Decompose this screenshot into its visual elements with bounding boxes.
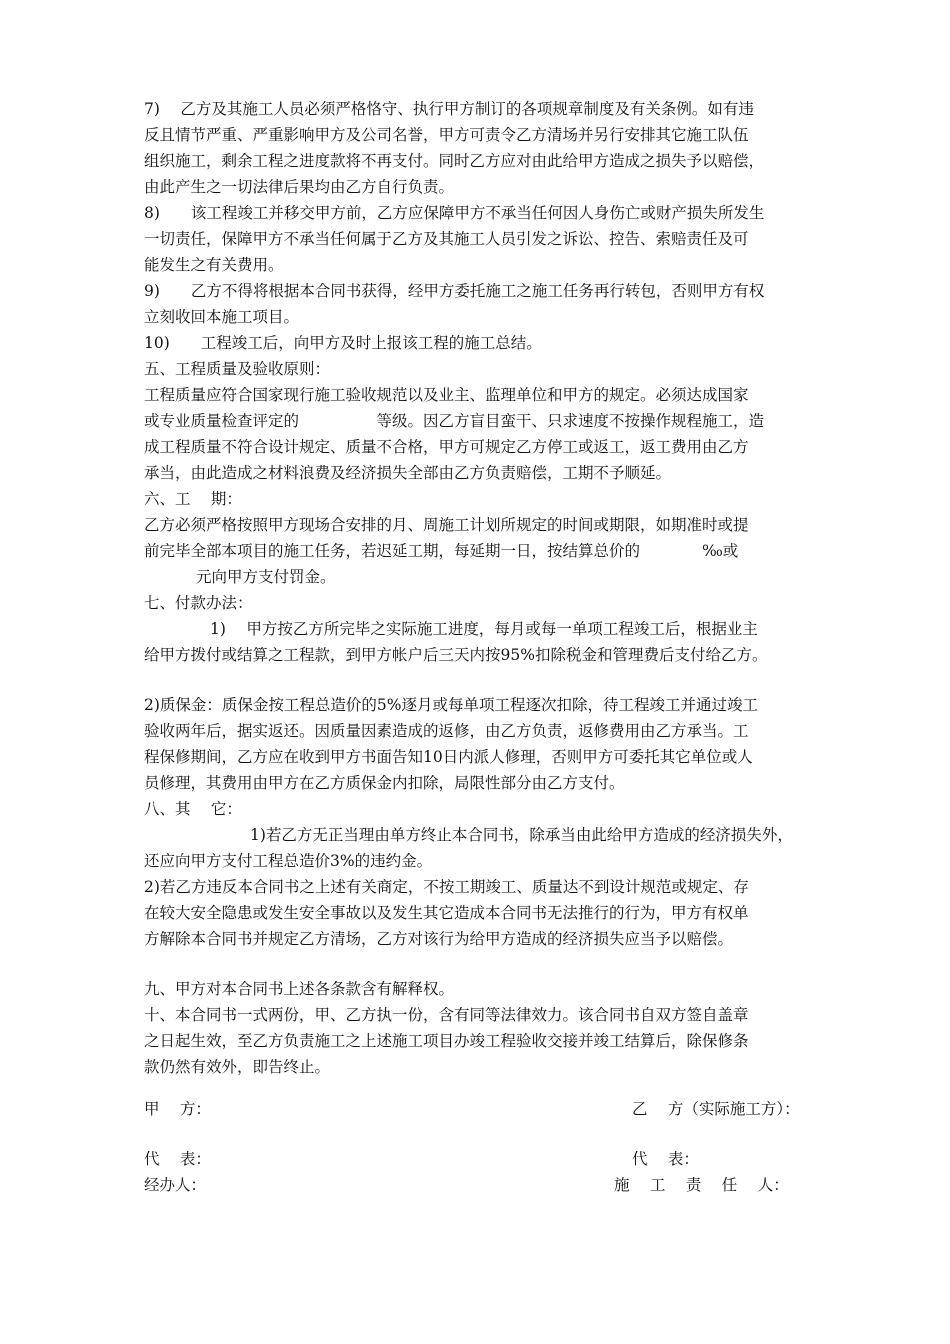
blank-line	[144, 668, 808, 692]
text-line: 工程质量应符合国家现行施工验收规范以及业主、监理单位和甲方的规定。必须达成国家	[144, 386, 749, 404]
text-line: 8) 该工程竣工并移交甲方前，乙方应保障甲方不承当任何因人身伤亡或财产损失所发生	[144, 204, 765, 222]
text-line: 五、工程质量及验收原则：	[144, 360, 331, 378]
text-line: 成工程质量不符合设计规定、质量不合格，甲方可规定乙方停工或返工，返工费用由乙方	[144, 438, 749, 456]
text-line: 还应向甲方支付工程总造价3%的违约金。	[144, 852, 433, 870]
signature-row-handlers	[144, 1172, 808, 1198]
signature-row-parties	[144, 1096, 808, 1122]
party-a-label: 甲 方：	[144, 1100, 211, 1118]
text-line: 组织施工，剩余工程之进度款将不再支付。同时乙方应对由此给甲方造成之损失予以赔偿，	[144, 152, 765, 170]
text-line: 元向甲方支付罚金。	[196, 568, 336, 586]
text-line: 承当，由此造成之材料浪费及经济损失全部由乙方负责赔偿，工期不予顺延。	[144, 464, 672, 482]
text-line: 反且情节严重、严重影响甲方及公司名誉，甲方可责令乙方清场并另行安排其它施工队伍	[144, 126, 749, 144]
text-line: 六、工 期：	[144, 490, 242, 508]
text-line: 7) 乙方及其施工人员必须严格恪守、执行甲方制订的各项规章制度及有关条例。如有违	[144, 100, 754, 118]
text-line: 由此产生之一切法律后果均由乙方自行负责。	[144, 178, 455, 196]
text-line: 程保修期间，乙方应在收到甲方书面告知10日内派人修理，否则甲方可委托其它单位或人	[144, 748, 753, 766]
text-line: 或专业质量检查评定的 等级。因乙方盲目蛮干、只求速度不按操作规程施工，造	[144, 412, 765, 430]
signature-row-representatives	[144, 1146, 808, 1172]
text-line: 员修理，其费用由甲方在乙方质保金内扣除，局限性部分由乙方支付。	[144, 774, 625, 792]
text-line: 七、付款办法：	[144, 594, 253, 612]
text-line: 2)若乙方违反本合同书之上述有关商定，不按工期竣工、质量达不到设计规范或规定、存	[144, 878, 749, 896]
text-line: 款仍然有效外，即告终止。	[144, 1058, 331, 1076]
representative-a-label: 代 表：	[144, 1150, 211, 1168]
text-line: 前完毕全部本项目的施工任务，若迟延工期，每延期一日，按结算总价的 ‰或	[144, 542, 739, 560]
text-line: 9) 乙方不得将根据本合同书获得，经甲方委托施工之施工任务再行转包，否则甲方有权	[144, 282, 765, 300]
handler-label: 经办人：	[144, 1176, 207, 1194]
text-line: 1)若乙方无正当理由单方终止本合同书，除承当由此给甲方造成的经济损失外，	[250, 826, 793, 844]
text-line: 乙方必须严格按照甲方现场合安排的月、周施工计划所规定的时间或期限，如期准时或提	[144, 516, 749, 534]
text-line: 验收两年后，据实返还。因质量因素造成的返修，由乙方负责，返修费用由乙方承当。工	[144, 722, 749, 740]
contract-body	[144, 96, 808, 1080]
text-line: 十、本合同书一式两份，甲、乙方执一份，含有同等法律效力。该合同书自双方签自盖章	[144, 1006, 749, 1024]
text-line: 10) 工程竣工后，向甲方及时上报该工程的施工总结。	[144, 334, 542, 352]
text-line: 一切责任，保障甲方不承当任何属于乙方及其施工人员引发之诉讼、控告、索赔责任及可	[144, 230, 749, 248]
text-line: 给甲方拨付或结算之工程款，到甲方帐户后三天内按95%扣除税金和管理费后支付给乙方。	[144, 646, 768, 664]
text-line: 立刻收回本施工项目。	[144, 308, 300, 326]
text-line: 九、甲方对本合同书上述各条款含有解释权。	[144, 980, 455, 998]
party-b-label: 乙 方（实际施工方）：	[632, 1100, 800, 1118]
text-line: 方解除本合同书并规定乙方清场，乙方对该行为给甲方造成的经济损失应当予以赔偿。	[144, 930, 734, 948]
text-line: 能发生之有关费用。	[144, 256, 284, 274]
text-line: 1) 甲方按乙方所完毕之实际施工进度，每月或每一单项工程竣工后，根据业主	[210, 620, 758, 638]
representative-b-label: 代 表：	[632, 1150, 699, 1168]
text-line: 之日起生效，至乙方负责施工之上述施工项目办竣工程验收交接并竣工结算后，除保修条	[144, 1032, 749, 1050]
blank-line	[144, 952, 808, 976]
text-line: 八、其 它：	[144, 800, 242, 818]
text-line: 2)质保金：质保金按工程总造价的5%逐月或每单项工程逐次扣除，待工程竣工并通过竣工	[144, 696, 759, 714]
text-line: 在较大安全隐患或发生安全事故以及发生其它造成本合同书无法推行的行为，甲方有权单	[144, 904, 749, 922]
construction-lead-label: 施 工 责 任 人：	[614, 1176, 789, 1194]
